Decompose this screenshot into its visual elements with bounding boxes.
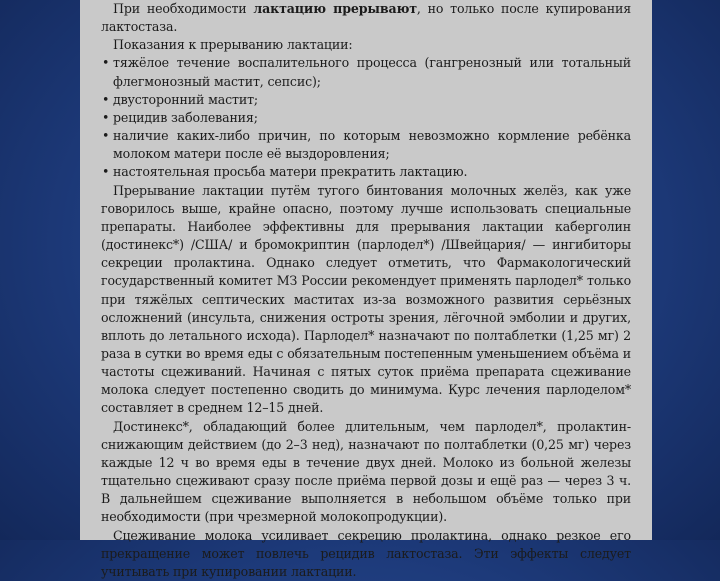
bullet-icon: • (102, 109, 110, 125)
bullet-icon: • (102, 164, 110, 180)
document-page (80, 0, 652, 579)
bullet-icon: • (102, 91, 110, 107)
bullet-icon: • (102, 55, 110, 71)
indication-item (101, 127, 631, 163)
indication-text: настоятельная просьба матери прекратить лактацию. (113, 164, 468, 180)
indication-item (101, 109, 631, 127)
intro-bold-phrase: лактацию прерывают (253, 1, 417, 16)
intro-text-start: При необходимости (113, 1, 254, 16)
indications-list (101, 54, 631, 181)
indication-text: рецидив заболевания; (113, 109, 258, 125)
indication-item (101, 91, 631, 109)
indication-text: наличие каких-либо причин, по которым невозможно кормление ребёнка молоком матери после её выздоровления; (113, 128, 631, 162)
document-text (101, 0, 631, 581)
indication-text: тяжёлое течение воспалительного процесса (гангренозный или тотальный флегмонозный мастит, сепсис); (113, 55, 631, 89)
body-paragraph-parlodel: Прерывание лактации путём тугого бинтования молочных желёз, как уже говорилось выше, крайне опасно, поэтому лучше использовать специальные препараты. Наиболее эффективны для прерывания лактации каберголин (достинекс*) /США/ и бромокриптин (парлодел*) /Швейцария/ — ингибиторы секреции пролактина. Однако следует отметить, что Фармакологический государственный комитет МЗ России рекомендует применять парлодел* только при тяжёлых септических маститах из-за возможного развития серьёзных осложнений (инсульта, снижения остроты зрения, лёгочной эмболии и других, вплоть до летального исхода). Парлодел* назначают по полтаблетки (1,25 мг) 2 раза в сутки во время еды с обязательным постепенным уменьшением объёма и частоты сцеживаний. Начиная с пятых суток приёма препарата сцеживание молока следует постепенно сводить до минимума. Курс лечения парлоделом* составляет в среднем 12–15 дней. (101, 182, 631, 416)
intro-paragraph (101, 0, 631, 36)
indication-item (101, 163, 631, 181)
body-paragraph-expression: Сцеживание молока усиливает секрецию пролактина, однако резкое его прекращение может повлечь рецидив лактостаза. Эти эффекты следует учитывать при купировании лактации. (101, 527, 631, 579)
bullet-icon: • (102, 128, 110, 144)
intro-text-end: , но только после купирования лактостаза. (101, 1, 631, 35)
body-paragraph-dostinex: Достинекс*, обладающий более длительным, чем парлодел*, пролактин-снижающим действием (до 2–3 нед), назначают по полтаблетки (0,25 мг) через каждые 12 ч во время еды в течение двух дней. Молоко из больной железы тщательно сцеживают сразу после приёма первой дозы и ещё раз — через 3 ч. В дальнейшем сцеживание выполняется в небольшом объёме только при необходимости (при чрезмерной молокопродукции). (101, 418, 631, 525)
indications-title: Показания к прерыванию лактации: (113, 37, 353, 53)
indication-item (101, 54, 631, 90)
indication-text: двусторонний мастит; (113, 91, 259, 107)
